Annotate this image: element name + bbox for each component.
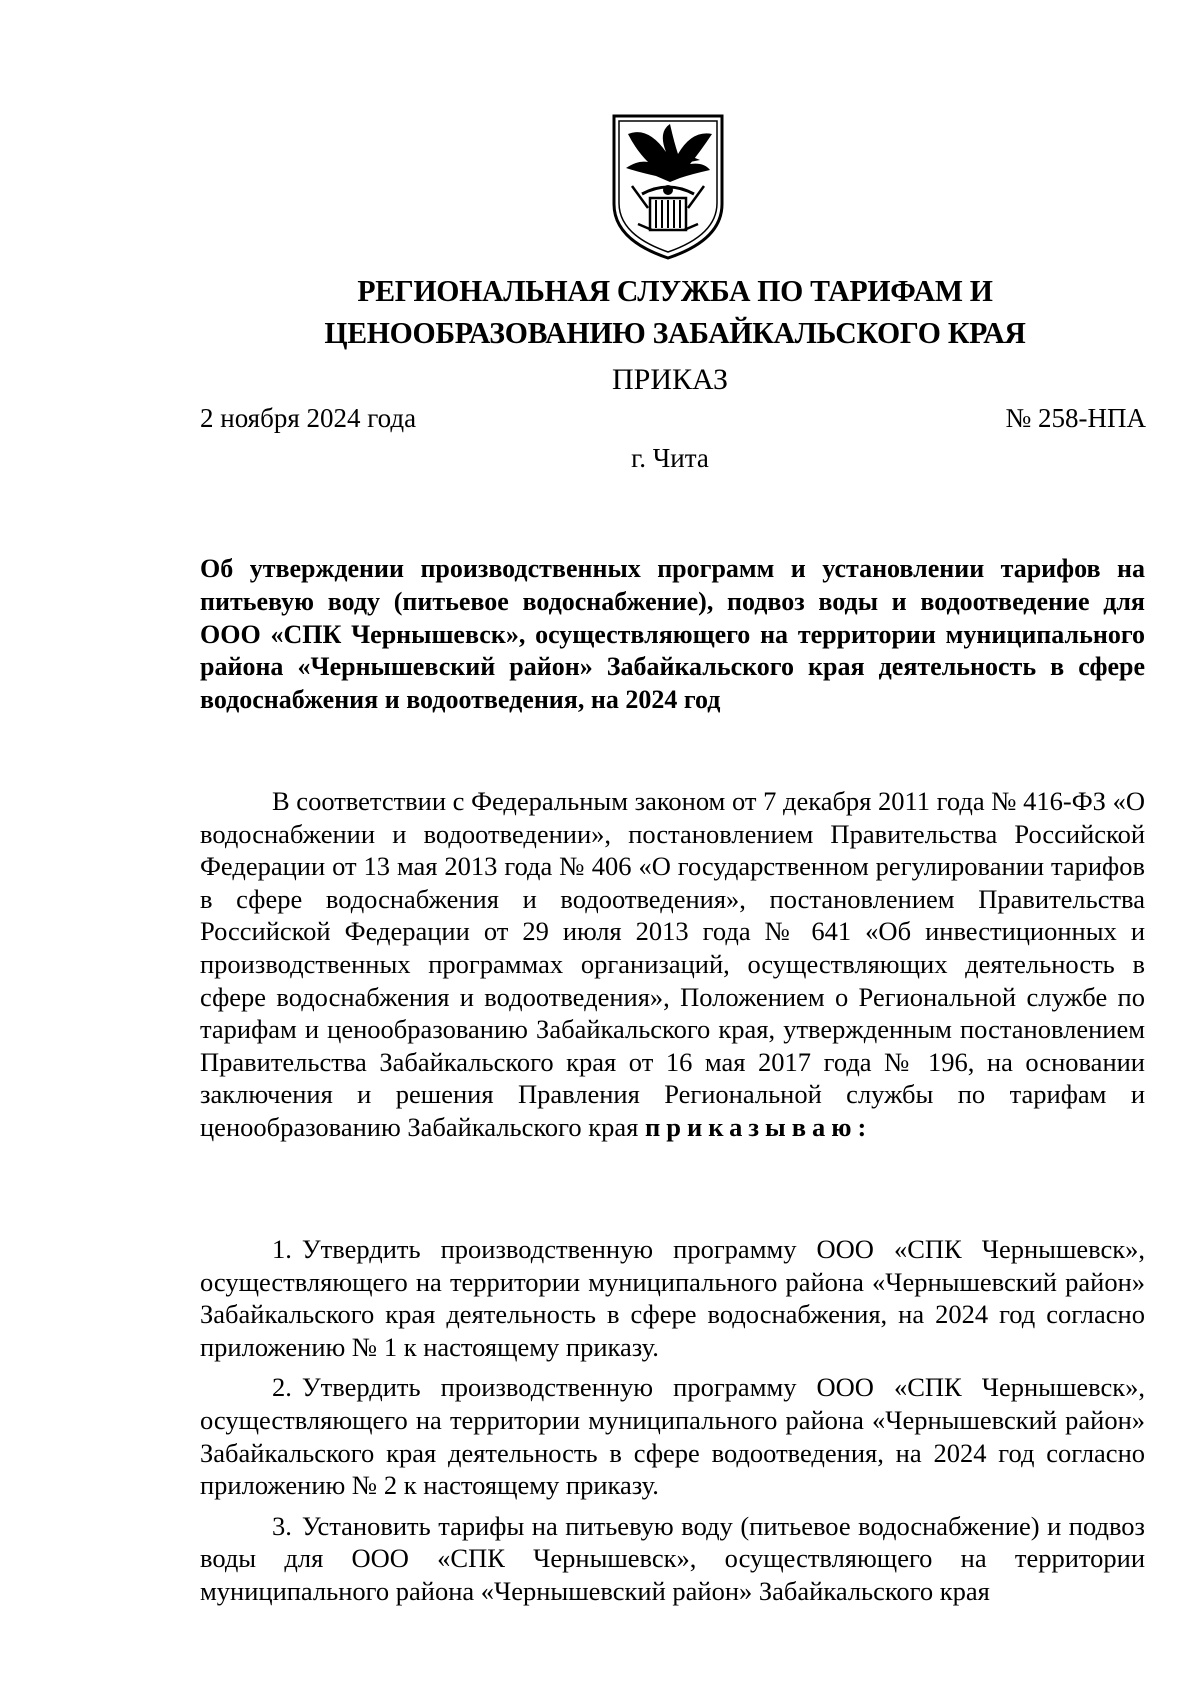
document-city: г. Чита: [631, 443, 709, 473]
list-item: [200, 1371, 1145, 1501]
item-text: Установить тарифы на питьевую воду (питьевое водоснабжение) и подвоз воды для ООО «СПК Чернышевск», осуществляющего на территории муниципального района «Чернышевский район» Забайкальского края: [200, 1510, 1145, 1606]
document-subject: Об утверждении производственных программ и установлении тарифов на питьевую воду (питьевое водоснабжение), подвоз воды и водоотведение для ООО «СПК Чернышевск», осуществляющего на территории муниципального района «Чернышевский район» Забайкальского края деятельность в сфере водоснабжения и водоотведения, на 2024 год: [200, 554, 1145, 715]
order-word: приказываю:: [644, 1111, 873, 1142]
preamble-text: В соответствии с Федеральным законом от 7 декабря 2011 года № 416-ФЗ «О водоснабжении и водоотведении», постановлением Правительства Российской Федерации от 13 мая 2013 года № 406 «О государственном регулировании тарифов в сфере водоснабжения и водоотведения», постановлением Правительства Российской Федерации от 29 июля 2013 года № 641 «Об инвестиционных и производственных программах организаций, осуществляющих деятельность в сфере водоснабжения и водоотведения», Положением о Региональной службе по тарифам и ценообразованию Забайкальского края, утвержденным постановлением Правительства Забайкальского края от 16 мая 2017 года № 196, на основании заключения и решения Правления Региональной службы по тарифам и ценообразованию Забайкальского края: [200, 786, 1145, 1142]
item-number: 3.: [272, 1510, 292, 1541]
order-items: [200, 1233, 1145, 1616]
document-type: ПРИКАЗ: [612, 363, 728, 396]
item-number: 2.: [272, 1372, 292, 1403]
item-text: Утвердить производственную программу ООО «СПК Чернышевск», осуществляющего на территории муниципального района «Чернышевский район» Забайкальского края деятельность в сфере водоснабжения, на 2024 год согласно приложению № 1 к настоящему приказу.: [200, 1234, 1145, 1362]
document-date: 2 ноября 2024 года: [200, 403, 417, 433]
list-item: [200, 1233, 1145, 1363]
organization-title: [219, 270, 1131, 354]
organization-title-line1: РЕГИОНАЛЬНАЯ СЛУЖБА ПО ТАРИФАМ И: [357, 273, 993, 308]
preamble: [200, 785, 1145, 1144]
organization-title-line2: ЦЕНООБРАЗОВАНИЮ ЗАБАЙКАЛЬСКОГО КРАЯ: [324, 315, 1026, 350]
coat-of-arms-icon: [608, 112, 728, 262]
item-text: Утвердить производственную программу ООО «СПК Чернышевск», осуществляющего на территории муниципального района «Чернышевский район» Забайкальского края деятельность в сфере водоотведения, на 2024 год согласно приложению № 2 к настоящему приказу.: [200, 1372, 1145, 1501]
item-number: 1.: [272, 1234, 292, 1264]
list-item: [200, 1510, 1145, 1608]
document-number: № 258-НПА: [1005, 403, 1146, 433]
